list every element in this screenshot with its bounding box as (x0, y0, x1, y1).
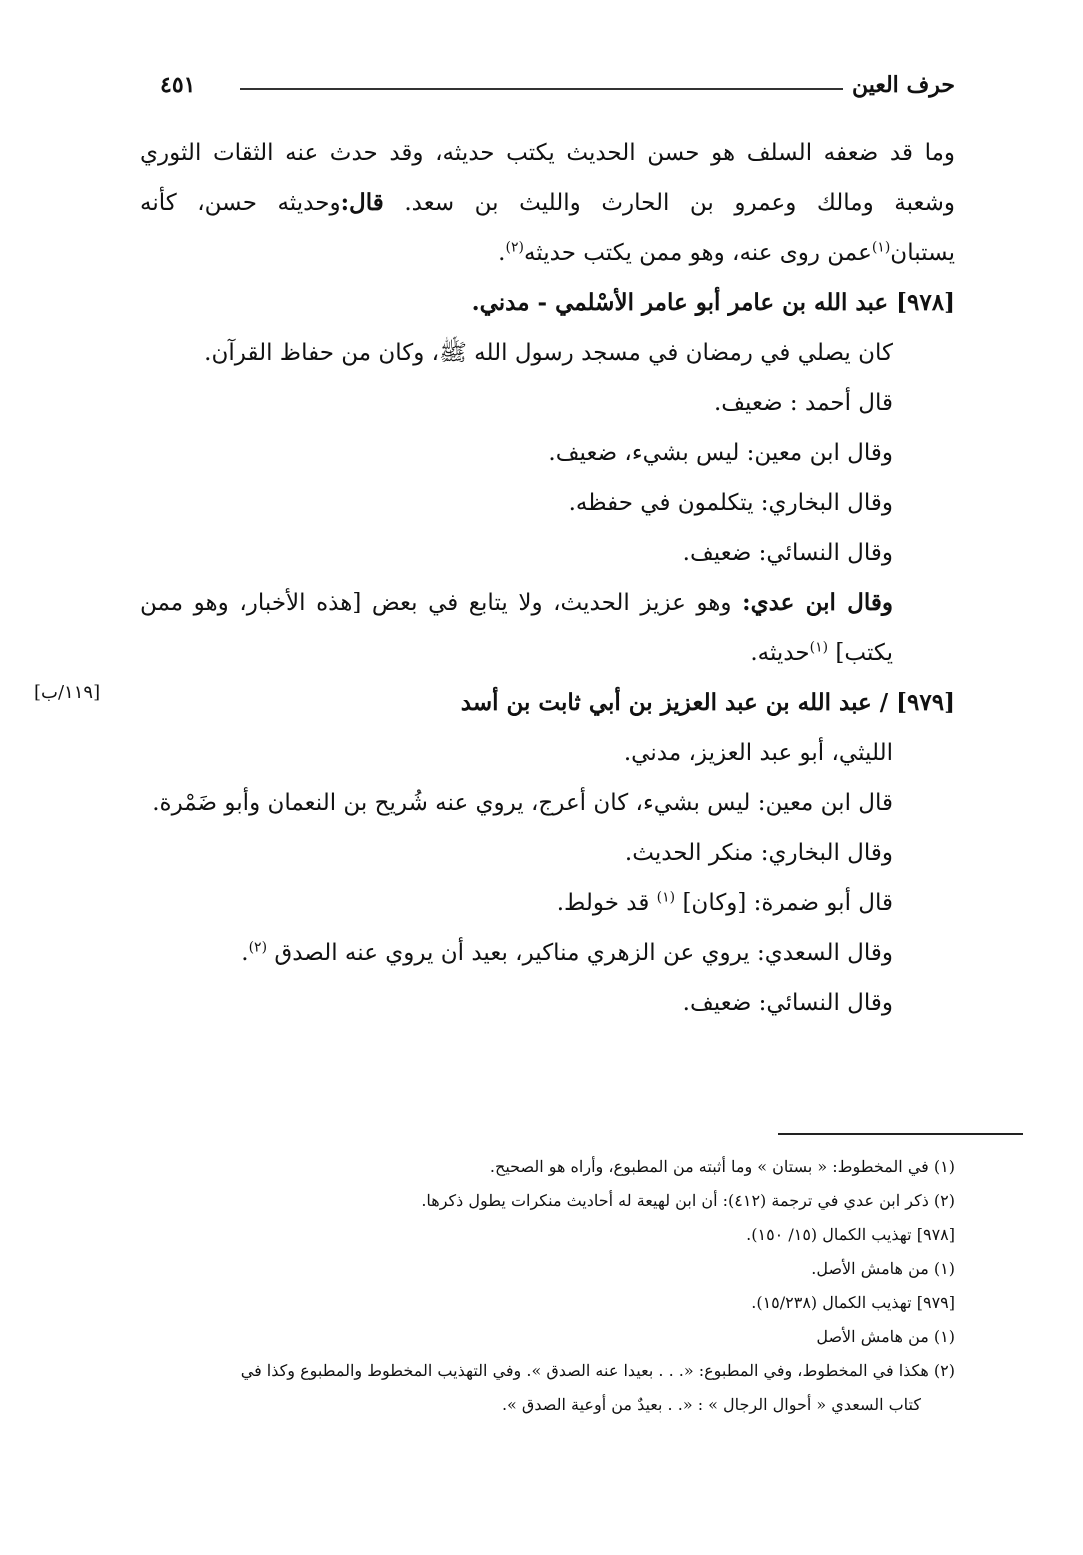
entry-978-heading: [٩٧٨] عبد الله بن عامر أبو عامر الأسْلمي - مدني. (471, 289, 955, 316)
footnote: [٩٧٩] تهذيب الكمال (١٥/٢٣٨). (751, 1293, 955, 1312)
footnote: (١) في المخطوط: « بستان » وما أثبته من المطبوع، وأراه هو الصحيح. (489, 1157, 955, 1176)
footnote-ref: (٢) (248, 939, 268, 956)
footnote: (١) من هامش الأصل. (811, 1259, 955, 1278)
footnote-ref: (٢) (505, 239, 524, 256)
footnote: [٩٧٨] تهذيب الكمال (١٥/ ١٥٠). (746, 1225, 955, 1244)
entry-978-line: وقال النسائي: ضعيف. (682, 540, 893, 566)
ibn-adi-label: وقال ابن عدي: (742, 589, 893, 616)
footnotes (150, 1150, 955, 1422)
footnote: (٢) ذكر ابن عدي في ترجمة (٤١٢): أن ابن لهيعة له أحاديث منكرات يطول ذكرها. (421, 1191, 955, 1210)
entry-978-line: وقال ابن معين: ليس بشيء، ضعيف. (548, 440, 893, 466)
page-number: ٤٥١ (160, 72, 196, 98)
entry-978-line: وقال البخاري: يتكلمون في حفظه. (568, 490, 893, 516)
footnote: (٢) هكذا في المخطوط، وفي المطبوع: «. . . بعيدا عنه الصدق ». وفي التهذيب المخطوط والمطبوع وكذا في (240, 1361, 955, 1380)
entry-979-line: وقال البخاري: منكر الحديث. (624, 840, 893, 866)
manuscript-folio-marker: [١١٩/ب] (34, 682, 101, 703)
entry-978-ibn-adi: وقال ابن عدي: وهو عزيز الحديث، ولا يتابع في بعض [هذه الأخبار، وهو ممن يكتب] $^{(١)}$حديثه. (140, 589, 893, 666)
footnote-ref: (١) (871, 239, 891, 256)
footnote-rule (778, 1133, 1023, 1135)
footnote-ref: (١) (656, 889, 676, 906)
main-text (140, 128, 955, 1028)
footnote: (١) من هامش الأصل (816, 1327, 955, 1346)
entry-979-line: قال أبو ضمرة: [وكان] $^{(١)}$ قد خولط. (556, 889, 893, 916)
entry-979-line: وقال السعدي: يروي عن الزهري مناكير، بعيد أن يروي عنه الصدق $^{(٢)}$. (241, 939, 893, 966)
footnote-continuation: كتاب السعدي « أحوال الرجال » : «. . بعيدٌ من أوعية الصدق ». (501, 1395, 921, 1414)
entry-979-line: الليثي، أبو عبد العزيز، مدني. (623, 740, 893, 766)
qal-keyword: قال: (340, 189, 384, 216)
continuation-paragraph: وما قد ضعفه السلف هو حسن الحديث يكتب حديثه، وقد حدث عنه الثقات الثوري وشعبة ومالك وعمرو بن الحارث والليث بن سعد. قال:وحديثه حسن، كأنه يستبان$^{(١)}$عمن روى عنه، وهو ممن يكتب حديثه$^{(٢)}$. (140, 140, 955, 266)
entry-979-line: وقال النسائي: ضعيف. (682, 990, 893, 1016)
entry-979-line: قال ابن معين: ليس بشيء، كان أعرج، يروي عنه شُريح بن النعمان وأبو ضَمْرة. (152, 790, 893, 816)
entry-979-heading: [٩٧٩] / عبد الله بن عبد العزيز بن أبي ثابت بن أسد (460, 689, 955, 716)
entry-978-line: قال أحمد : ضعيف. (713, 390, 893, 416)
running-header-title: حرف العين (851, 72, 955, 98)
entry-978-line: كان يصلي في رمضان في مسجد رسول الله ﷺ، وكان من حفاظ القرآن. (204, 340, 893, 366)
header-rule (240, 88, 843, 90)
footnote-ref: (١) (809, 639, 829, 656)
